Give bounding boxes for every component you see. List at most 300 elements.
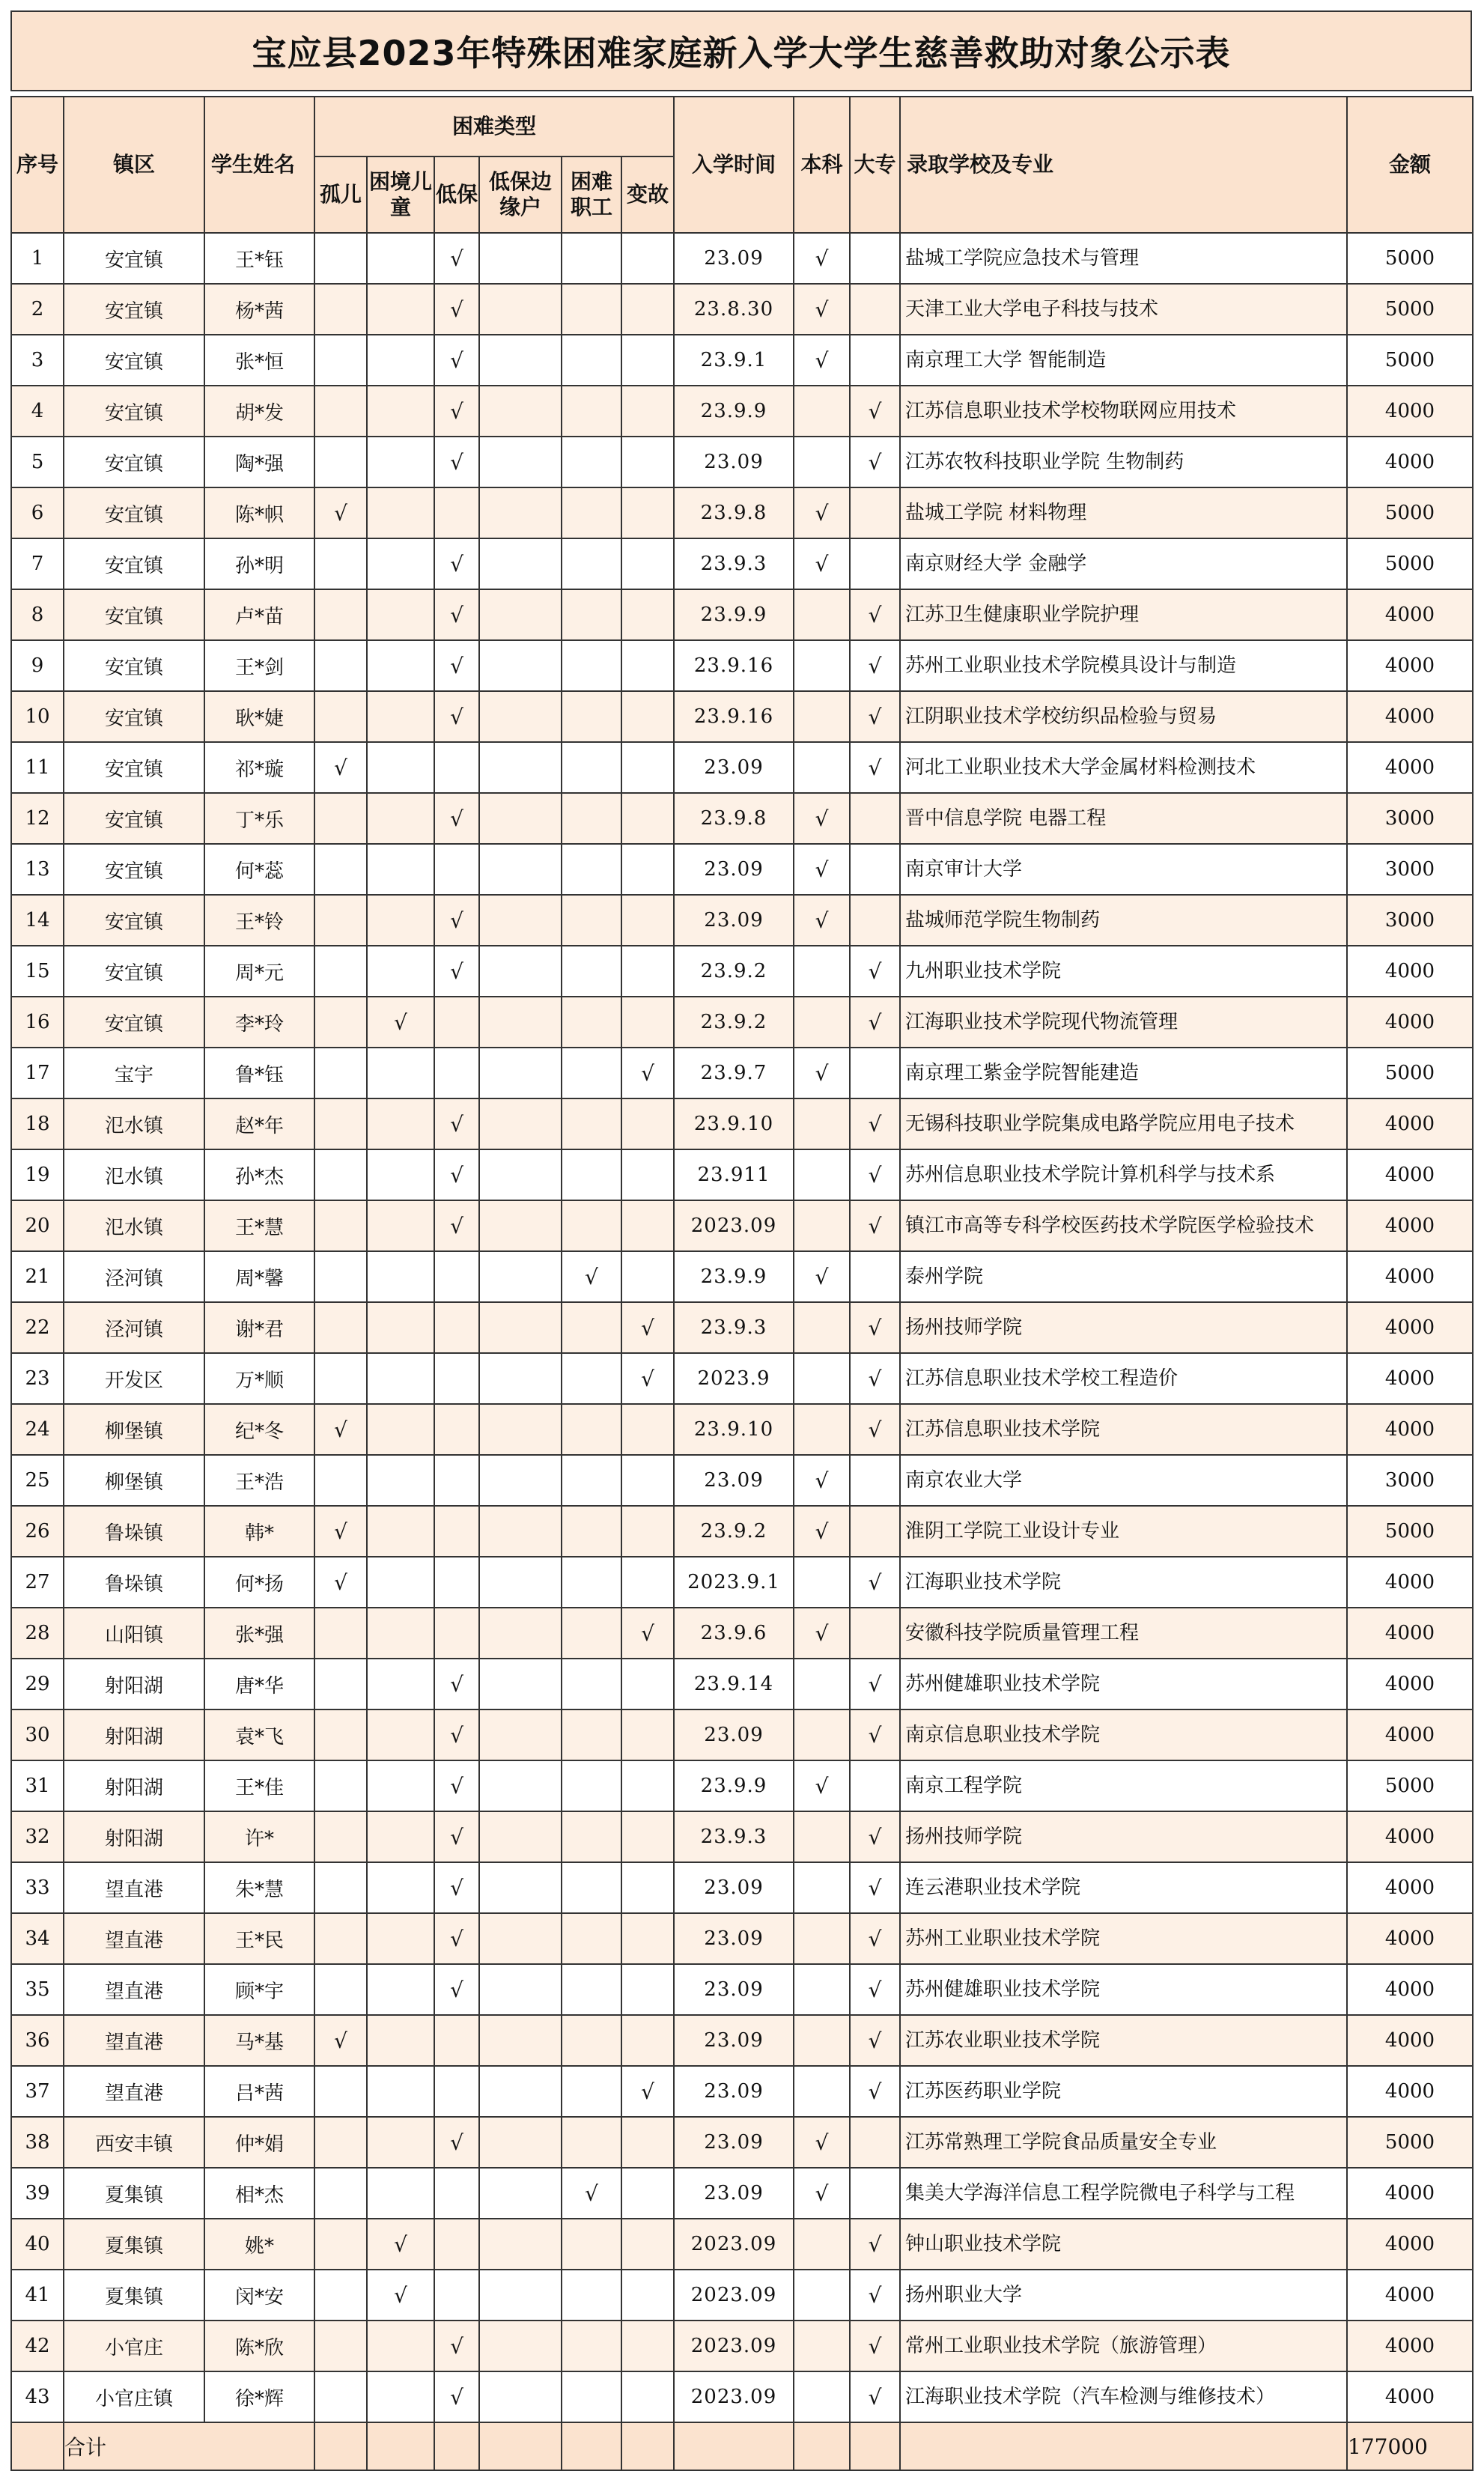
- row-school: 南京农业大学: [900, 1455, 1347, 1506]
- row-amount: 4000: [1347, 2066, 1473, 2117]
- row-number: 28: [11, 1608, 64, 1659]
- cell-dibao: √: [434, 2371, 479, 2422]
- cell-edge: [479, 844, 562, 895]
- table-row: [11, 1149, 1473, 1200]
- cell-edge: [479, 895, 562, 946]
- cell-child: [367, 1149, 434, 1200]
- row-number: 29: [11, 1659, 64, 1709]
- row-school: 江苏医药职业学院: [900, 2066, 1347, 2117]
- row-school: 南京财经大学 金融学: [900, 538, 1347, 589]
- row-enroll-time: 23.09: [674, 742, 794, 793]
- row-school: 江海职业技术学院: [900, 1557, 1347, 1608]
- cell-dibao: [434, 1455, 479, 1506]
- cell-college: √: [850, 1964, 900, 2015]
- cell-college: √: [850, 1811, 900, 1862]
- cell-edge: [479, 2066, 562, 2117]
- cell-college: √: [850, 1862, 900, 1913]
- cell-orphan: [314, 1760, 367, 1811]
- row-town: 柳堡镇: [64, 1455, 204, 1506]
- cell-edge: [479, 1862, 562, 1913]
- row-student-name: 纪*冬: [204, 1404, 314, 1455]
- row-town: 柳堡镇: [64, 1404, 204, 1455]
- cell-worker: [562, 1760, 621, 1811]
- cell-undergrad: [794, 1098, 850, 1149]
- cell-child: [367, 2321, 434, 2371]
- cell-undergrad: √: [794, 1251, 850, 1302]
- cell-undergrad: √: [794, 1760, 850, 1811]
- cell-child: [367, 1964, 434, 2015]
- cell-dibao: [434, 487, 479, 538]
- cell-worker: [562, 997, 621, 1048]
- cell-orphan: √: [314, 1557, 367, 1608]
- row-student-name: 卢*苗: [204, 589, 314, 640]
- row-student-name: 王*剑: [204, 640, 314, 691]
- cell-child: [367, 1913, 434, 1964]
- cell-edge: [479, 1200, 562, 1251]
- row-school: 集美大学海洋信息工程学院微电子科学与工程: [900, 2168, 1347, 2219]
- cell-orphan: [314, 538, 367, 589]
- row-school: 镇江市高等专科学校医药技术学院医学检验技术: [900, 1200, 1347, 1251]
- cell-college: [850, 1251, 900, 1302]
- cell-accident: [621, 1659, 674, 1709]
- row-student-name: 仲*娟: [204, 2117, 314, 2168]
- cell-dibao: √: [434, 335, 479, 386]
- cell-edge: [479, 997, 562, 1048]
- row-school: 天津工业大学电子科技与技术: [900, 284, 1347, 335]
- cell-accident: [621, 1913, 674, 1964]
- cell-worker: [562, 2066, 621, 2117]
- cell-accident: [621, 1964, 674, 2015]
- cell-undergrad: [794, 1811, 850, 1862]
- row-enroll-time: 23.09: [674, 2117, 794, 2168]
- cell-orphan: [314, 997, 367, 1048]
- cell-worker: [562, 1404, 621, 1455]
- table-row: [11, 946, 1473, 997]
- cell-dibao: [434, 1506, 479, 1557]
- cell-college: [850, 1760, 900, 1811]
- row-town: 安宜镇: [64, 742, 204, 793]
- cell-orphan: [314, 2270, 367, 2321]
- table-row: [11, 2371, 1473, 2422]
- row-town: 西安丰镇: [64, 2117, 204, 2168]
- cell-college: √: [850, 1302, 900, 1353]
- row-town: 夏集镇: [64, 2168, 204, 2219]
- cell-college: √: [850, 1404, 900, 1455]
- row-student-name: 许*: [204, 1811, 314, 1862]
- row-student-name: 王*铃: [204, 895, 314, 946]
- row-school: 江苏信息职业技术学校物联网应用技术: [900, 386, 1347, 437]
- cell-edge: [479, 1811, 562, 1862]
- cell-orphan: [314, 1913, 367, 1964]
- row-enroll-time: 23.9.8: [674, 793, 794, 844]
- row-enroll-time: 23.9.10: [674, 1098, 794, 1149]
- row-town: 夏集镇: [64, 2219, 204, 2270]
- cell-worker: [562, 386, 621, 437]
- cell-worker: [562, 1048, 621, 1098]
- table-row: [11, 487, 1473, 538]
- row-enroll-time: 23.09: [674, 233, 794, 284]
- cell-edge: [479, 335, 562, 386]
- table-row: [11, 1404, 1473, 1455]
- cell-undergrad: √: [794, 538, 850, 589]
- cell-orphan: [314, 793, 367, 844]
- cell-undergrad: [794, 1964, 850, 2015]
- cell-edge: [479, 1353, 562, 1404]
- cell-accident: [621, 2168, 674, 2219]
- table-row: [11, 1811, 1473, 1862]
- row-amount: 4000: [1347, 1709, 1473, 1760]
- row-enroll-time: 23.9.9: [674, 1760, 794, 1811]
- cell-edge: [479, 1149, 562, 1200]
- row-amount: 5000: [1347, 335, 1473, 386]
- cell-dibao: [434, 2270, 479, 2321]
- row-amount: 4000: [1347, 691, 1473, 742]
- cell-accident: [621, 1149, 674, 1200]
- cell-college: √: [850, 997, 900, 1048]
- cell-child: [367, 487, 434, 538]
- cell-child: [367, 2168, 434, 2219]
- row-student-name: 陈*帜: [204, 487, 314, 538]
- row-school: 苏州健雄职业技术学院: [900, 1964, 1347, 2015]
- row-number: 9: [11, 640, 64, 691]
- row-amount: 4000: [1347, 1811, 1473, 1862]
- cell-college: √: [850, 1149, 900, 1200]
- row-town: 开发区: [64, 1353, 204, 1404]
- cell-accident: [621, 2321, 674, 2371]
- row-number: 14: [11, 895, 64, 946]
- cell-worker: [562, 335, 621, 386]
- cell-undergrad: [794, 2270, 850, 2321]
- cell-orphan: [314, 2168, 367, 2219]
- cell-accident: [621, 233, 674, 284]
- col-edge: 低保边缘户: [479, 156, 562, 233]
- cell-undergrad: [794, 2219, 850, 2270]
- row-student-name: 袁*飞: [204, 1709, 314, 1760]
- row-student-name: 万*顺: [204, 1353, 314, 1404]
- cell-worker: [562, 2015, 621, 2066]
- row-school: 江苏农业职业技术学院: [900, 2015, 1347, 2066]
- cell-worker: [562, 844, 621, 895]
- row-student-name: 王*慧: [204, 1200, 314, 1251]
- cell-worker: [562, 2117, 621, 2168]
- row-amount: 5000: [1347, 487, 1473, 538]
- row-enroll-time: 23.09: [674, 1862, 794, 1913]
- cell-edge: [479, 538, 562, 589]
- cell-undergrad: √: [794, 1455, 850, 1506]
- cell-worker: [562, 691, 621, 742]
- table-row: [11, 2168, 1473, 2219]
- row-town: 小官庄: [64, 2321, 204, 2371]
- cell-worker: [562, 437, 621, 487]
- cell-undergrad: [794, 691, 850, 742]
- row-number: 19: [11, 1149, 64, 1200]
- cell-undergrad: [794, 2371, 850, 2422]
- cell-undergrad: [794, 1709, 850, 1760]
- row-town: 安宜镇: [64, 895, 204, 946]
- cell-orphan: √: [314, 2015, 367, 2066]
- row-school: 南京信息职业技术学院: [900, 1709, 1347, 1760]
- row-student-name: 徐*辉: [204, 2371, 314, 2422]
- cell-orphan: √: [314, 1506, 367, 1557]
- row-enroll-time: 23.09: [674, 1964, 794, 2015]
- cell-child: [367, 437, 434, 487]
- cell-worker: [562, 640, 621, 691]
- cell-accident: [621, 2371, 674, 2422]
- row-school: 南京理工紫金学院智能建造: [900, 1048, 1347, 1098]
- row-town: 望直港: [64, 1862, 204, 1913]
- row-student-name: 何*蕊: [204, 844, 314, 895]
- cell-dibao: [434, 1557, 479, 1608]
- cell-undergrad: [794, 386, 850, 437]
- cell-undergrad: [794, 2015, 850, 2066]
- cell-college: √: [850, 946, 900, 997]
- cell-child: [367, 793, 434, 844]
- row-number: 12: [11, 793, 64, 844]
- row-enroll-time: 2023.09: [674, 2371, 794, 2422]
- cell-child: √: [367, 2219, 434, 2270]
- row-number: 13: [11, 844, 64, 895]
- cell-undergrad: √: [794, 793, 850, 844]
- row-town: 安宜镇: [64, 793, 204, 844]
- cell-accident: [621, 1506, 674, 1557]
- col-seq: 序号: [11, 97, 64, 233]
- row-student-name: 鲁*钰: [204, 1048, 314, 1098]
- row-school: 南京工程学院: [900, 1760, 1347, 1811]
- table-row: [11, 1098, 1473, 1149]
- row-amount: 3000: [1347, 1455, 1473, 1506]
- col-school: 录取学校及专业: [900, 97, 1347, 233]
- col-student: 学生姓名: [204, 97, 314, 233]
- row-enroll-time: 23.9.9: [674, 589, 794, 640]
- cell-accident: [621, 895, 674, 946]
- row-amount: 5000: [1347, 1048, 1473, 1098]
- row-number: 16: [11, 997, 64, 1048]
- cell-edge: [479, 2015, 562, 2066]
- cell-child: [367, 589, 434, 640]
- row-amount: 4000: [1347, 1913, 1473, 1964]
- table-row: [11, 691, 1473, 742]
- cell-accident: [621, 1811, 674, 1862]
- row-amount: 4000: [1347, 1659, 1473, 1709]
- cell-edge: [479, 487, 562, 538]
- row-school: 江苏信息职业技术学校工程造价: [900, 1353, 1347, 1404]
- cell-orphan: [314, 1659, 367, 1709]
- row-school: 盐城工学院 材料物理: [900, 487, 1347, 538]
- row-town: 望直港: [64, 2015, 204, 2066]
- cell-college: [850, 1048, 900, 1098]
- row-number: 34: [11, 1913, 64, 1964]
- row-number: 35: [11, 1964, 64, 2015]
- cell-worker: [562, 233, 621, 284]
- cell-child: [367, 1251, 434, 1302]
- row-enroll-time: 23.9.2: [674, 946, 794, 997]
- row-number: 32: [11, 1811, 64, 1862]
- row-student-name: 王*钰: [204, 233, 314, 284]
- row-enroll-time: 23.9.7: [674, 1048, 794, 1098]
- cell-child: √: [367, 997, 434, 1048]
- total-row: [11, 2422, 1473, 2470]
- total-amount: 177000: [1347, 2422, 1473, 2470]
- cell-dibao: √: [434, 233, 479, 284]
- cell-dibao: [434, 1302, 479, 1353]
- cell-child: [367, 1811, 434, 1862]
- cell-worker: [562, 1098, 621, 1149]
- row-school: 苏州信息职业技术学院计算机科学与技术系: [900, 1149, 1347, 1200]
- row-enroll-time: 23.09: [674, 2015, 794, 2066]
- row-enroll-time: 2023.09: [674, 2321, 794, 2371]
- table-row: [11, 895, 1473, 946]
- cell-child: [367, 691, 434, 742]
- table-body: [11, 233, 1473, 2422]
- table-row: [11, 1760, 1473, 1811]
- row-amount: 4000: [1347, 2270, 1473, 2321]
- col-child: 困境儿童: [367, 156, 434, 233]
- row-enroll-time: 2023.09: [674, 2270, 794, 2321]
- cell-undergrad: √: [794, 2117, 850, 2168]
- cell-child: [367, 1455, 434, 1506]
- row-amount: 5000: [1347, 1760, 1473, 1811]
- col-undergrad: 本科: [794, 97, 850, 233]
- row-student-name: 王*浩: [204, 1455, 314, 1506]
- cell-college: [850, 233, 900, 284]
- table-row: [11, 640, 1473, 691]
- row-amount: 4000: [1347, 2015, 1473, 2066]
- cell-child: [367, 640, 434, 691]
- table-row: [11, 1506, 1473, 1557]
- cell-edge: [479, 386, 562, 437]
- table-row: [11, 2270, 1473, 2321]
- row-town: 小官庄镇: [64, 2371, 204, 2422]
- row-enroll-time: 23.8.30: [674, 284, 794, 335]
- row-town: 泾河镇: [64, 1251, 204, 1302]
- cell-child: [367, 1659, 434, 1709]
- cell-college: √: [850, 1200, 900, 1251]
- cell-undergrad: [794, 589, 850, 640]
- row-enroll-time: 23.9.2: [674, 997, 794, 1048]
- cell-worker: [562, 284, 621, 335]
- cell-worker: √: [562, 1251, 621, 1302]
- cell-undergrad: √: [794, 1608, 850, 1659]
- row-enroll-time: 23.9.14: [674, 1659, 794, 1709]
- row-town: 山阳镇: [64, 1608, 204, 1659]
- cell-orphan: √: [314, 487, 367, 538]
- row-enroll-time: 23.9.9: [674, 1251, 794, 1302]
- cell-edge: [479, 742, 562, 793]
- cell-dibao: √: [434, 946, 479, 997]
- row-enroll-time: 23.9.6: [674, 1608, 794, 1659]
- row-town: 射阳湖: [64, 1709, 204, 1760]
- row-town: 氾水镇: [64, 1098, 204, 1149]
- cell-child: [367, 1608, 434, 1659]
- cell-dibao: √: [434, 793, 479, 844]
- cell-accident: [621, 487, 674, 538]
- cell-orphan: [314, 1200, 367, 1251]
- row-student-name: 顾*宇: [204, 1964, 314, 2015]
- cell-accident: [621, 335, 674, 386]
- row-number: 43: [11, 2371, 64, 2422]
- cell-accident: √: [621, 1048, 674, 1098]
- row-enroll-time: 23.9.16: [674, 640, 794, 691]
- cell-child: [367, 1200, 434, 1251]
- row-student-name: 丁*乐: [204, 793, 314, 844]
- cell-undergrad: [794, 2321, 850, 2371]
- row-student-name: 李*玲: [204, 997, 314, 1048]
- cell-college: [850, 2168, 900, 2219]
- cell-dibao: √: [434, 1862, 479, 1913]
- cell-worker: [562, 2371, 621, 2422]
- cell-worker: [562, 2219, 621, 2270]
- cell-dibao: √: [434, 1760, 479, 1811]
- cell-college: [850, 335, 900, 386]
- table-row: [11, 1659, 1473, 1709]
- row-amount: 3000: [1347, 895, 1473, 946]
- row-town: 安宜镇: [64, 640, 204, 691]
- cell-accident: [621, 1760, 674, 1811]
- aid-table: [10, 96, 1474, 2471]
- row-amount: 3000: [1347, 844, 1473, 895]
- row-enroll-time: 23.09: [674, 844, 794, 895]
- cell-child: [367, 2015, 434, 2066]
- cell-edge: [479, 2117, 562, 2168]
- row-number: 26: [11, 1506, 64, 1557]
- cell-child: [367, 335, 434, 386]
- row-town: 安宜镇: [64, 487, 204, 538]
- row-school: 苏州工业职业技术学院模具设计与制造: [900, 640, 1347, 691]
- cell-orphan: [314, 437, 367, 487]
- cell-edge: [479, 2168, 562, 2219]
- row-town: 射阳湖: [64, 1659, 204, 1709]
- row-number: 15: [11, 946, 64, 997]
- row-enroll-time: 23.09: [674, 1709, 794, 1760]
- table-row: [11, 997, 1473, 1048]
- cell-accident: [621, 1251, 674, 1302]
- col-orphan: 孤儿: [314, 156, 367, 233]
- table-row: [11, 793, 1473, 844]
- cell-edge: [479, 691, 562, 742]
- cell-worker: [562, 2270, 621, 2321]
- row-student-name: 赵*年: [204, 1098, 314, 1149]
- cell-college: √: [850, 1913, 900, 1964]
- row-student-name: 孙*明: [204, 538, 314, 589]
- row-school: 盐城师范学院生物制药: [900, 895, 1347, 946]
- table-row: [11, 2321, 1473, 2371]
- cell-dibao: √: [434, 1098, 479, 1149]
- cell-worker: [562, 1200, 621, 1251]
- cell-undergrad: √: [794, 844, 850, 895]
- row-amount: 4000: [1347, 589, 1473, 640]
- row-town: 望直港: [64, 1964, 204, 2015]
- cell-dibao: √: [434, 386, 479, 437]
- cell-dibao: [434, 1251, 479, 1302]
- row-school: 南京审计大学: [900, 844, 1347, 895]
- row-number: 37: [11, 2066, 64, 2117]
- row-student-name: 朱*慧: [204, 1862, 314, 1913]
- cell-dibao: √: [434, 895, 479, 946]
- row-amount: 4000: [1347, 1353, 1473, 1404]
- cell-edge: [479, 1709, 562, 1760]
- cell-dibao: √: [434, 284, 479, 335]
- cell-edge: [479, 946, 562, 997]
- row-school: 江海职业技术学院现代物流管理: [900, 997, 1347, 1048]
- cell-accident: √: [621, 2066, 674, 2117]
- row-enroll-time: 23.9.3: [674, 538, 794, 589]
- table-row: [11, 1709, 1473, 1760]
- cell-accident: √: [621, 1353, 674, 1404]
- table-row: [11, 1455, 1473, 1506]
- table-row: [11, 284, 1473, 335]
- row-number: 1: [11, 233, 64, 284]
- cell-accident: [621, 793, 674, 844]
